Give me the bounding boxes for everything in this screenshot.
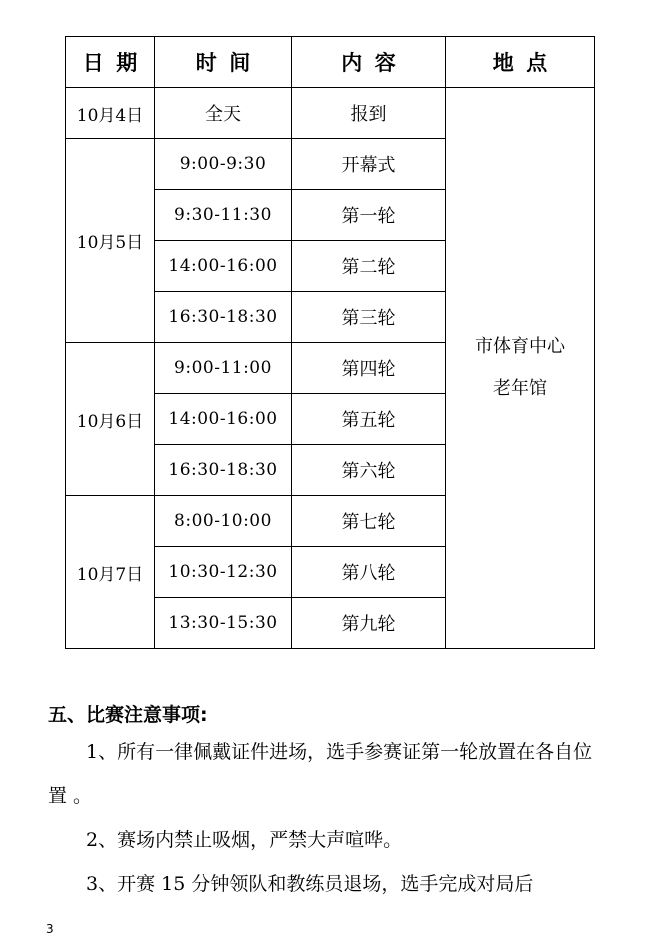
content-cell: 第五轮 xyxy=(292,394,446,445)
venue-cell xyxy=(446,88,595,649)
section-title: 五、比赛注意事项: xyxy=(48,704,208,726)
table-header-row xyxy=(66,37,595,88)
venue-line: 市体育中心 xyxy=(475,336,565,357)
content-cell: 第九轮 xyxy=(292,598,446,649)
time-cell: 10:30-12:30 xyxy=(155,547,292,598)
date-cell: 10月4日 xyxy=(66,88,155,139)
time-cell: 14:00-16:00 xyxy=(155,241,292,292)
time-cell: 9:30-11:30 xyxy=(155,190,292,241)
date-cell: 10月7日 xyxy=(66,496,155,649)
table-row xyxy=(66,88,595,139)
time-cell: 16:30-18:30 xyxy=(155,292,292,343)
schedule-table xyxy=(65,36,595,649)
content-cell: 第一轮 xyxy=(292,190,446,241)
paragraph: 2、赛场内禁止吸烟，严禁大声喧哗。 xyxy=(86,829,403,851)
content-cell: 报到 xyxy=(292,88,446,139)
time-cell: 9:00-9:30 xyxy=(155,139,292,190)
content-cell: 第二轮 xyxy=(292,241,446,292)
page-number: 3 xyxy=(46,922,54,936)
header-venue: 地点 xyxy=(446,37,595,88)
header-content: 内容 xyxy=(292,37,446,88)
date-cell: 10月6日 xyxy=(66,343,155,496)
content-cell: 第六轮 xyxy=(292,445,446,496)
content-cell: 第八轮 xyxy=(292,547,446,598)
header-time: 时间 xyxy=(155,37,292,88)
header-date: 日期 xyxy=(66,37,155,88)
time-cell: 16:30-18:30 xyxy=(155,445,292,496)
venue-line: 老年馆 xyxy=(493,378,547,399)
content-cell: 第七轮 xyxy=(292,496,446,547)
content-cell: 第四轮 xyxy=(292,343,446,394)
time-cell: 14:00-16:00 xyxy=(155,394,292,445)
paragraph: 3、开赛 15 分钟领队和教练员退场，选手完成对局后 xyxy=(86,873,534,895)
time-cell: 8:00-10:00 xyxy=(155,496,292,547)
content-cell: 第三轮 xyxy=(292,292,446,343)
time-cell: 13:30-15:30 xyxy=(155,598,292,649)
content-cell: 开幕式 xyxy=(292,139,446,190)
date-cell: 10月5日 xyxy=(66,139,155,343)
paragraph: 1、所有一律佩戴证件进场，选手参赛证第一轮放置在各自位置 。 xyxy=(48,741,593,807)
time-cell: 全天 xyxy=(155,88,292,139)
time-cell: 9:00-11:00 xyxy=(155,343,292,394)
